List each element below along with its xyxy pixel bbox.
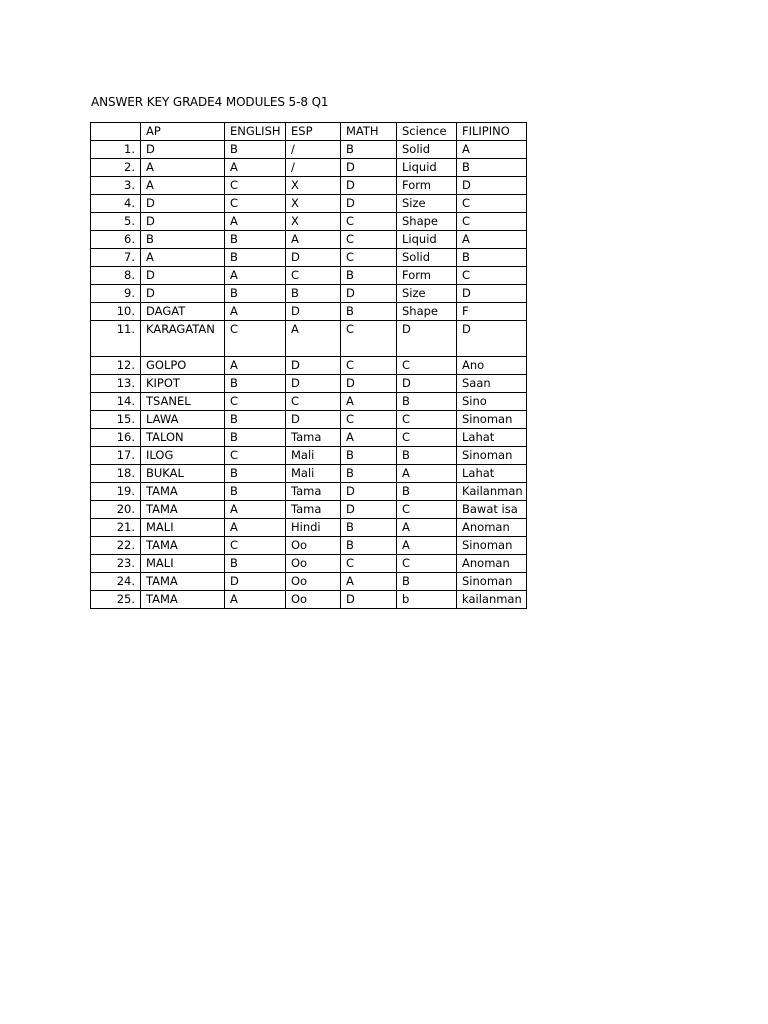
cell-science: Liquid [397, 159, 457, 177]
cell-english: B [225, 141, 286, 159]
cell-english: B [225, 483, 286, 501]
cell-esp: C [286, 393, 341, 411]
cell-english: B [225, 249, 286, 267]
cell-ap: A [141, 249, 225, 267]
cell-esp: Hindi [286, 519, 341, 537]
cell-science: Size [397, 285, 457, 303]
header-cell-esp: ESP [286, 123, 341, 141]
cell-math: B [341, 519, 397, 537]
cell-esp: Tama [286, 501, 341, 519]
cell-english: A [225, 267, 286, 285]
cell-math: B [341, 537, 397, 555]
cell-filipino: Sinoman [457, 573, 527, 591]
table-row [91, 411, 527, 429]
cell-num: 2. [91, 159, 141, 177]
cell-filipino: B [457, 249, 527, 267]
cell-filipino: Anoman [457, 555, 527, 573]
cell-ap: TAMA [141, 483, 225, 501]
cell-num: 21. [91, 519, 141, 537]
table-row [91, 357, 527, 375]
cell-science: B [397, 393, 457, 411]
cell-filipino: kailanman [457, 591, 527, 609]
table-row [91, 465, 527, 483]
cell-esp: / [286, 141, 341, 159]
cell-english: A [225, 501, 286, 519]
cell-ap: GOLPO [141, 357, 225, 375]
cell-num: 11. [91, 321, 141, 357]
cell-english: C [225, 177, 286, 195]
table-row [91, 375, 527, 393]
header-row [91, 123, 527, 141]
cell-english: B [225, 231, 286, 249]
cell-num: 7. [91, 249, 141, 267]
cell-science: D [397, 321, 457, 357]
cell-science: B [397, 483, 457, 501]
cell-esp: D [286, 249, 341, 267]
cell-num: 13. [91, 375, 141, 393]
cell-english: A [225, 213, 286, 231]
cell-science: Shape [397, 303, 457, 321]
cell-ap: TAMA [141, 573, 225, 591]
cell-math: A [341, 429, 397, 447]
cell-math: D [341, 177, 397, 195]
cell-ap: KARAGATAN [141, 321, 225, 357]
cell-esp: Oo [286, 591, 341, 609]
cell-english: C [225, 393, 286, 411]
cell-english: D [225, 573, 286, 591]
cell-ap: TAMA [141, 537, 225, 555]
cell-science: Form [397, 267, 457, 285]
cell-filipino: Lahat [457, 429, 527, 447]
cell-ap: D [141, 213, 225, 231]
cell-science: Shape [397, 213, 457, 231]
cell-ap: D [141, 195, 225, 213]
table-row [91, 483, 527, 501]
cell-math: D [341, 285, 397, 303]
cell-esp: Tama [286, 483, 341, 501]
cell-ap: B [141, 231, 225, 249]
cell-english: C [225, 195, 286, 213]
header-cell-english: ENGLISH [225, 123, 286, 141]
cell-math: C [341, 411, 397, 429]
cell-math: B [341, 141, 397, 159]
cell-num: 1. [91, 141, 141, 159]
table-row [91, 555, 527, 573]
cell-num: 20. [91, 501, 141, 519]
cell-num: 14. [91, 393, 141, 411]
cell-science: b [397, 591, 457, 609]
cell-ap: TSANEL [141, 393, 225, 411]
cell-math: D [341, 375, 397, 393]
cell-ap: A [141, 177, 225, 195]
cell-science: A [397, 537, 457, 555]
cell-filipino: Kailanman [457, 483, 527, 501]
cell-esp: X [286, 195, 341, 213]
cell-esp: Mali [286, 447, 341, 465]
cell-science: C [397, 429, 457, 447]
cell-science: C [397, 411, 457, 429]
cell-science: C [397, 555, 457, 573]
cell-filipino: C [457, 195, 527, 213]
page-title: ANSWER KEY GRADE4 MODULES 5-8 Q1 [91, 95, 329, 109]
cell-esp: X [286, 213, 341, 231]
cell-science: Size [397, 195, 457, 213]
cell-science: A [397, 465, 457, 483]
cell-science: Solid [397, 141, 457, 159]
cell-filipino: Saan [457, 375, 527, 393]
cell-science: C [397, 357, 457, 375]
cell-filipino: A [457, 231, 527, 249]
table-row [91, 501, 527, 519]
header-cell-ap: AP [141, 123, 225, 141]
cell-english: C [225, 537, 286, 555]
cell-english: C [225, 447, 286, 465]
cell-math: B [341, 303, 397, 321]
cell-science: C [397, 501, 457, 519]
cell-filipino: Sinoman [457, 537, 527, 555]
cell-math: C [341, 213, 397, 231]
cell-ap: LAWA [141, 411, 225, 429]
cell-ap: D [141, 141, 225, 159]
cell-num: 25. [91, 591, 141, 609]
cell-num: 9. [91, 285, 141, 303]
cell-esp: X [286, 177, 341, 195]
cell-num: 8. [91, 267, 141, 285]
cell-math: B [341, 465, 397, 483]
table-row [91, 519, 527, 537]
cell-english: A [225, 591, 286, 609]
cell-filipino: Anoman [457, 519, 527, 537]
cell-filipino: D [457, 285, 527, 303]
cell-ap: TAMA [141, 501, 225, 519]
cell-english: A [225, 303, 286, 321]
cell-esp: / [286, 159, 341, 177]
table-row [91, 159, 527, 177]
cell-ap: A [141, 159, 225, 177]
cell-esp: D [286, 357, 341, 375]
cell-english: A [225, 519, 286, 537]
cell-english: B [225, 411, 286, 429]
cell-ap: KIPOT [141, 375, 225, 393]
cell-science: Form [397, 177, 457, 195]
answer-key-table [90, 122, 527, 609]
cell-math: D [341, 591, 397, 609]
cell-ap: D [141, 267, 225, 285]
table-row [91, 285, 527, 303]
cell-num: 4. [91, 195, 141, 213]
cell-num: 24. [91, 573, 141, 591]
cell-math: A [341, 573, 397, 591]
table-row [91, 249, 527, 267]
cell-esp: Oo [286, 537, 341, 555]
cell-science: D [397, 375, 457, 393]
header-cell-filipino: FILIPINO [457, 123, 527, 141]
cell-math: C [341, 357, 397, 375]
cell-num: 15. [91, 411, 141, 429]
table-row [91, 591, 527, 609]
cell-num: 18. [91, 465, 141, 483]
table-row [91, 573, 527, 591]
cell-filipino: C [457, 267, 527, 285]
cell-num: 16. [91, 429, 141, 447]
header-cell-science: Science [397, 123, 457, 141]
cell-math: D [341, 159, 397, 177]
cell-esp: D [286, 303, 341, 321]
cell-esp: Mali [286, 465, 341, 483]
cell-science: B [397, 573, 457, 591]
cell-science: Solid [397, 249, 457, 267]
cell-english: A [225, 357, 286, 375]
cell-esp: Oo [286, 573, 341, 591]
cell-ap: MALI [141, 555, 225, 573]
cell-num: 23. [91, 555, 141, 573]
cell-esp: Tama [286, 429, 341, 447]
table-body [91, 141, 527, 609]
cell-num: 22. [91, 537, 141, 555]
cell-filipino: B [457, 159, 527, 177]
table-row [91, 393, 527, 411]
table-row [91, 537, 527, 555]
cell-filipino: F [457, 303, 527, 321]
cell-math: B [341, 447, 397, 465]
cell-math: C [341, 555, 397, 573]
table-row [91, 429, 527, 447]
cell-filipino: Sinoman [457, 411, 527, 429]
cell-ap: BUKAL [141, 465, 225, 483]
cell-math: B [341, 267, 397, 285]
cell-english: B [225, 555, 286, 573]
cell-num: 17. [91, 447, 141, 465]
cell-esp: C [286, 267, 341, 285]
cell-ap: DAGAT [141, 303, 225, 321]
cell-science: Liquid [397, 231, 457, 249]
table-row [91, 213, 527, 231]
table-row [91, 303, 527, 321]
table-row [91, 195, 527, 213]
cell-ap: ILOG [141, 447, 225, 465]
cell-esp: D [286, 411, 341, 429]
cell-num: 19. [91, 483, 141, 501]
cell-english: B [225, 375, 286, 393]
cell-math: C [341, 321, 397, 357]
cell-math: D [341, 483, 397, 501]
cell-ap: D [141, 285, 225, 303]
cell-esp: A [286, 231, 341, 249]
cell-filipino: D [457, 321, 527, 357]
cell-filipino: Sino [457, 393, 527, 411]
cell-filipino: Lahat [457, 465, 527, 483]
cell-science: A [397, 519, 457, 537]
table-row [91, 231, 527, 249]
table-row [91, 267, 527, 285]
cell-math: D [341, 501, 397, 519]
table-row [91, 321, 527, 357]
cell-math: C [341, 249, 397, 267]
cell-esp: A [286, 321, 341, 357]
table-row [91, 141, 527, 159]
cell-esp: D [286, 375, 341, 393]
cell-english: B [225, 285, 286, 303]
cell-filipino: Sinoman [457, 447, 527, 465]
cell-filipino: Bawat isa [457, 501, 527, 519]
cell-math: A [341, 393, 397, 411]
cell-english: A [225, 159, 286, 177]
cell-ap: TALON [141, 429, 225, 447]
cell-num: 5. [91, 213, 141, 231]
cell-num: 10. [91, 303, 141, 321]
cell-math: D [341, 195, 397, 213]
cell-filipino: C [457, 213, 527, 231]
cell-num: 3. [91, 177, 141, 195]
header-cell-math: MATH [341, 123, 397, 141]
cell-english: B [225, 429, 286, 447]
table-row [91, 447, 527, 465]
cell-num: 12. [91, 357, 141, 375]
header-cell-number [91, 123, 141, 141]
cell-english: B [225, 465, 286, 483]
cell-ap: MALI [141, 519, 225, 537]
cell-filipino: Ano [457, 357, 527, 375]
cell-num: 6. [91, 231, 141, 249]
cell-science: B [397, 447, 457, 465]
table-row [91, 177, 527, 195]
cell-esp: Oo [286, 555, 341, 573]
cell-esp: B [286, 285, 341, 303]
cell-ap: TAMA [141, 591, 225, 609]
cell-math: C [341, 231, 397, 249]
cell-filipino: A [457, 141, 527, 159]
cell-english: C [225, 321, 286, 357]
cell-filipino: D [457, 177, 527, 195]
